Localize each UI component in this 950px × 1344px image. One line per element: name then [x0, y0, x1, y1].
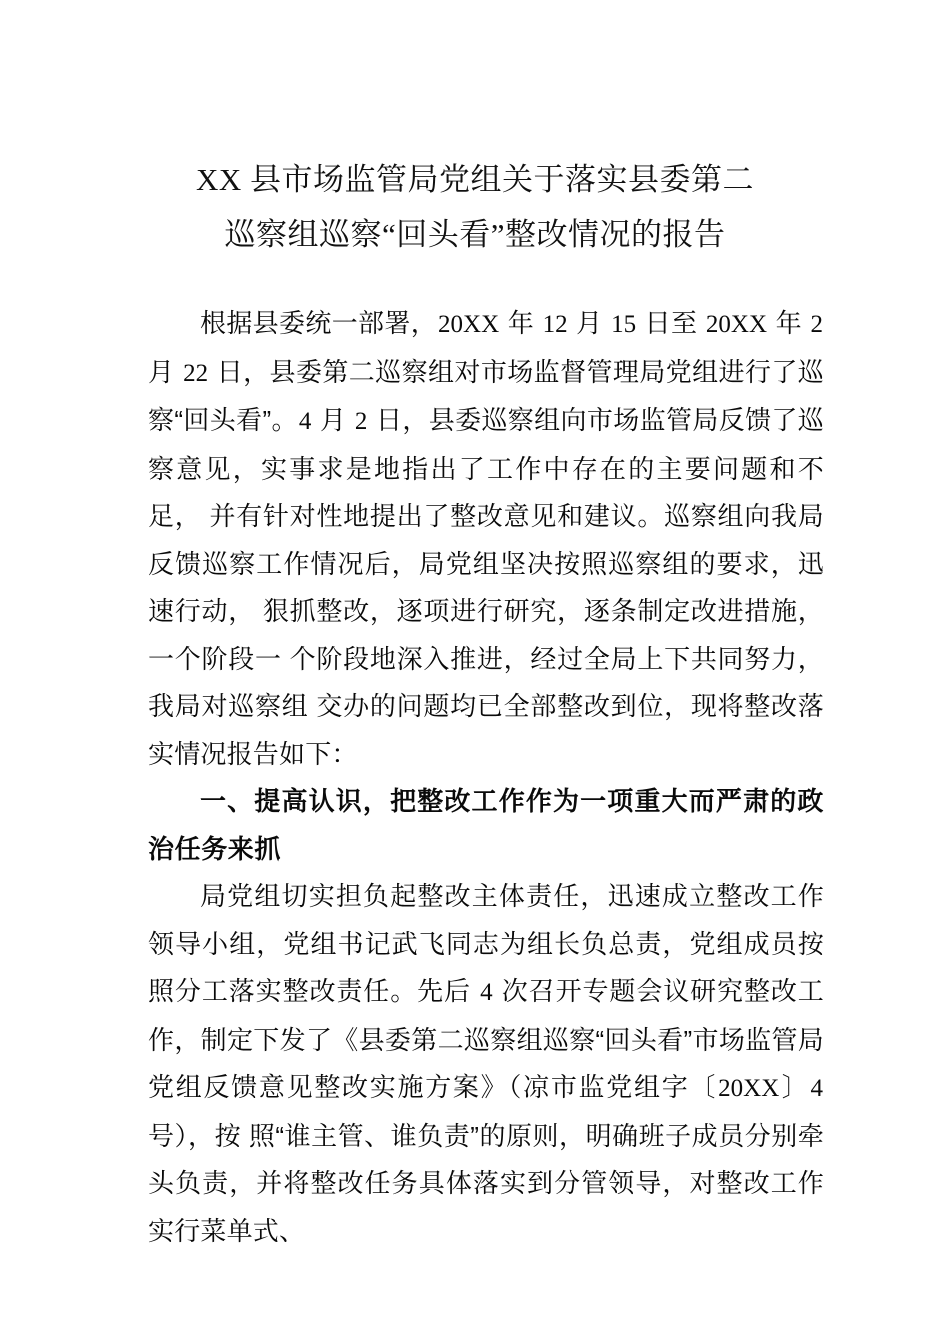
document-body — [148, 300, 824, 1255]
document-title-line-1: XX 县市场监管局党组关于落实县委第二 — [195, 162, 755, 197]
paragraph-intro: 根据县委统一部署，20XX 年 12 月 15 日至 20XX 年 2 月 22 日，县委第二巡察组对市场监督管理局党组进行了巡察“回头看”。4 月 2 日，县委巡察组向市场监管局反馈了巡察意见，实事求是地指出了工作中存在的主要问题和不足， 并有针对性地提出了整改意见和建议。巡察组向我局反馈巡察工作情况后，局党组坚决按照巡察组的要求，迅速行动， 狠抓整改，逐项进行研究，逐条制定改进措施，一个阶段一 个阶段地深入推进，经过全局上下共同努力，我局对巡察组 交办的问题均已全部整改到位，现将整改落实情况报告如下： — [148, 308, 825, 769]
latin-run: 22 — [183, 359, 209, 387]
latin-run: 20XX — [718, 1075, 780, 1102]
document-title-line-2: 巡察组巡察“回头看”整改情况的报告 — [224, 217, 726, 252]
latin-run: 20XX — [438, 311, 500, 338]
document-title — [148, 152, 802, 262]
latin-run: 4 — [480, 979, 493, 1006]
latin-run: 20XX — [705, 311, 768, 338]
section-heading-one: 一、提高认识，把整改工作作为一项重大而严肃的政治任务来抓 — [148, 786, 824, 864]
latin-run: 4 — [810, 1075, 824, 1102]
latin-run: 2 — [354, 408, 368, 435]
latin-run: 15 — [611, 311, 637, 338]
latin-run: 4 — [298, 408, 312, 435]
paragraph-section-one-body: 局党组切实担负起整改主体责任，迅速成立整改工作领导小组，党组书记武飞同志为组长负总责，党组成员按照分工落实整改责任。先后 4 次召开专题会议研究整改工作，制定下发了《县委第二巡察组巡察“回头看”市场监管局党组反馈意见整改实施方案》（凉市监党组字〔20XX〕4 号），按 照“谁主管、谁负责”的原则，明确班子成员分别牵头负责，并将整改任务具体落实到分管领导，对整改工作实行菜单式、 — [148, 881, 824, 1246]
latin-run: 2 — [810, 311, 823, 338]
latin-run: 12 — [542, 311, 568, 338]
